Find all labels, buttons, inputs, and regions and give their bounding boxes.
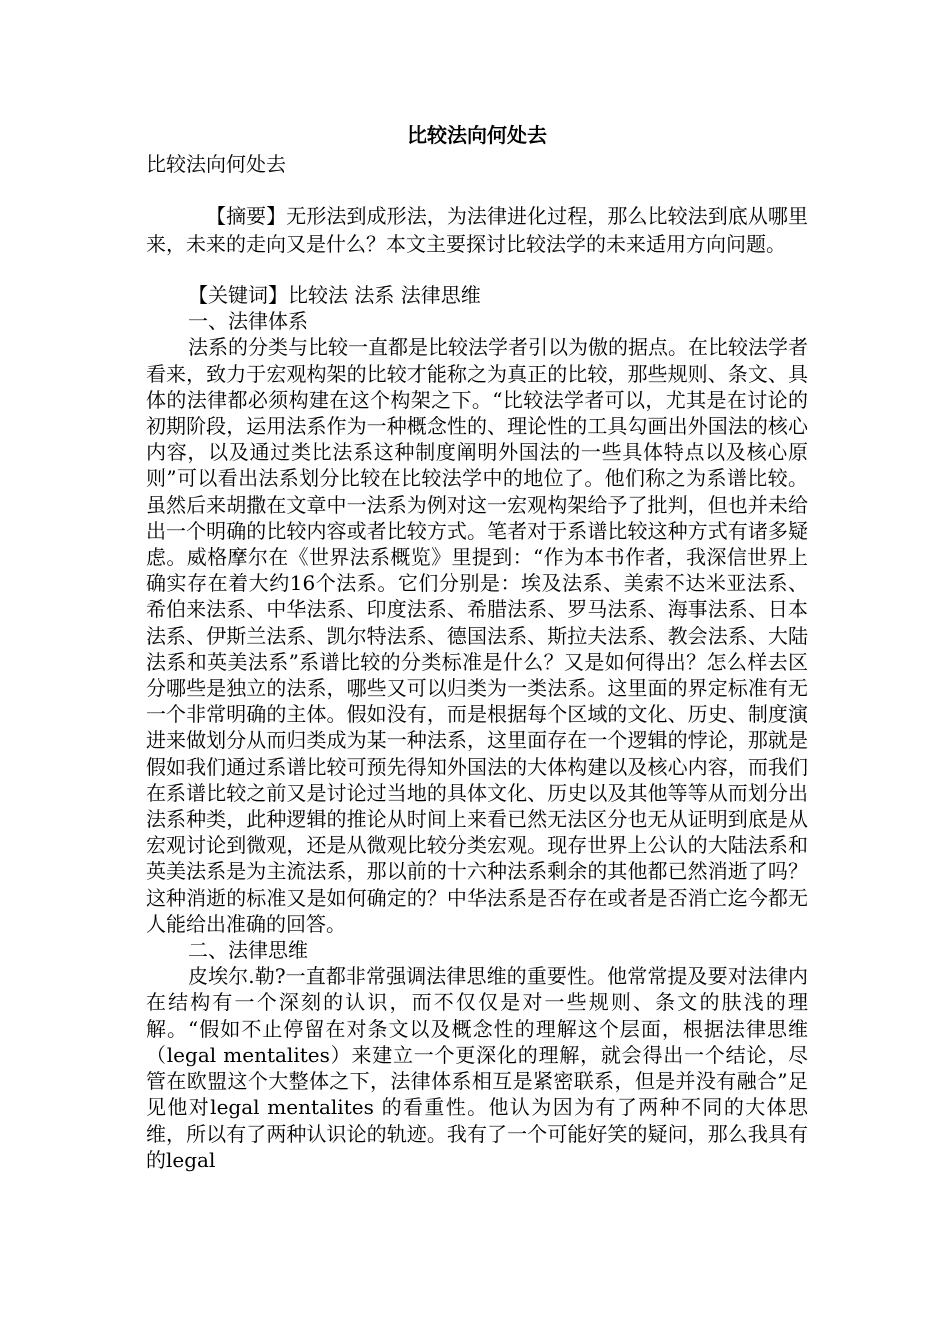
document-subtitle: 比较法向何处去 xyxy=(146,152,286,176)
section-body-legal-system: 法系的分类与比较一直都是比较法学者引以为傲的据点。在比较法学者看来，致力于宏观构架的比较才能称之为真正的比较，那些规则、条文、具体的法律都必须构建在这个构架之下。“比较法学者可以，尤其是在讨论的初期阶段，运用法系作为一种概念性的、理论性的工具勾画出外国法的核心内容，以及通过类比法系这种制度阐明外国法的一些具体特点以及核心原则”可以看出法系划分比较在比较法学中的地位了。他们称之为系谱比较。虽然后来胡撒在文章中一法系为例对这一宏观构架给予了批判，但也并未给出一个明确的比较内容或者比较方式。笔者对于系谱比较这种方式有诸多疑虑。威格摩尔在《世界法系概览》里提到：“作为本书作者，我深信世界上确实存在着大约16个法系。它们分别是：埃及法系、美索不达米亚法系、希伯来法系、中华法系、印度法系、希腊法系、罗马法系、海事法系、日本法系、伊斯兰法系、凯尔特法系、德国法系、斯拉夫法系、教会法系、大陆法系和英美法系”系谱比较的分类标准是什么？又是如何得出？怎么样去区分哪些是独立的法系，哪些又可以归类为一类法系。这里面的界定标准有无一个非常明确的主体。假如没有，而是根据每个区域的文化、历史、制度演进来做划分从而归类成为某一种法系，这里面存在一个逻辑的悖论，那就是假如我们通过系谱比较可预先得知外国法的大体构建以及核心内容，而我们在系谱比较之前又是讨论过当地的具体文化、历史以及其他等等从而划分出法系种类，此种逻辑的推论从时间上来看已然无法区分也无从证明到底是从宏观讨论到微观，还是从微观比较分类宏观。现存世界上公认的大陆法系和英美法系是为主流法系，那以前的十六种法系剩余的其他都已然消逝了吗？这种消逝的标准又是如何确定的？中华法系是否存在或者是否消亡迄今都无人能给出准确的回答。 xyxy=(146,335,808,936)
keywords-line: 【关键词】比较法 法系 法律思维 xyxy=(188,283,481,307)
document-title: 比较法向何处去 xyxy=(407,123,547,147)
abstract-paragraph: 【摘要】无形法到成形法，为法律进化过程，那么比较法到底从哪里来，未来的走向又是什么？本文主要探讨比较法学的未来适用方向问题。 xyxy=(146,204,808,256)
section-heading-legal-thinking: 二、法律思维 xyxy=(188,938,308,963)
section-body-legal-thinking: 皮埃尔.勒?一直都非常强调法律思维的重要性。他常常提及要对法律内在结构有一个深刻的认识，而不仅仅是对一些规则、条文的肤浅的理解。“假如不止停留在对条文以及概念性的理解这个层面，根据法律思维（legal mentalites）来建立一个更深化的理解，就会得出一个结论，尽管在欧盟这个大整体之下，法律体系相互是紧密联系，但是并没有融合”足见他对legal mentalites 的看重性。他认为因为有了两种不同的大体思维，所以有了两种认识论的轨迹。我有了一个可能好笑的疑问，那么我具有的legal xyxy=(146,964,808,1172)
document-page xyxy=(146,120,808,1173)
section-heading-legal-system: 一、法律体系 xyxy=(188,309,308,334)
